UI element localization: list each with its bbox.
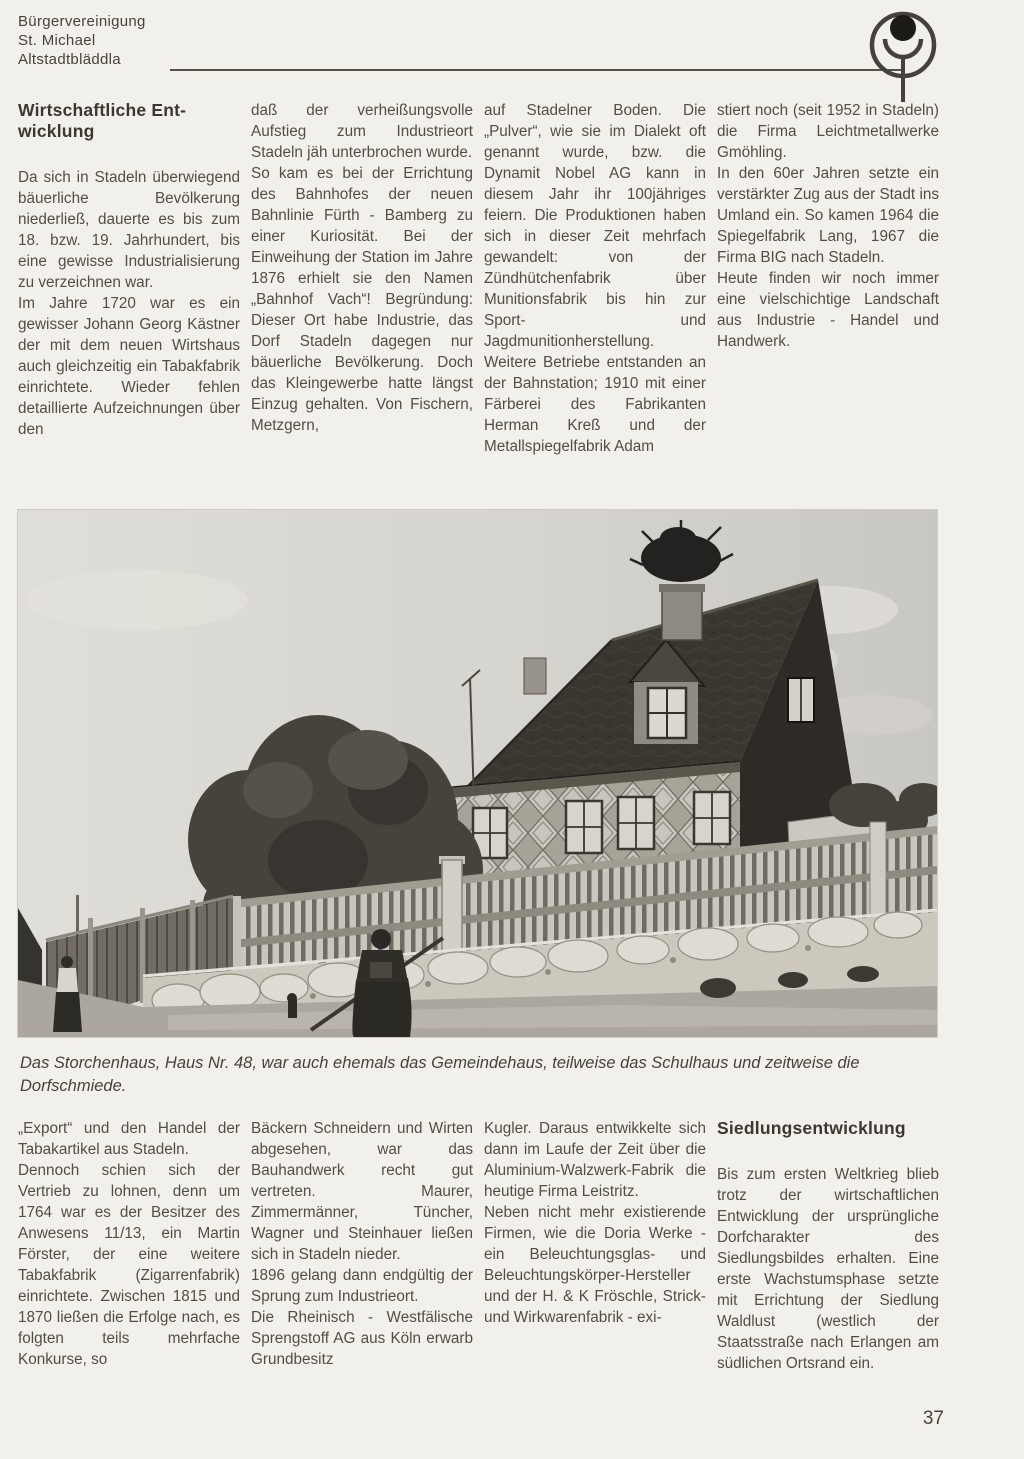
paragraph: Dennoch schien sich der Vertrieb zu lohnen, denn um 1764 war es der Besitzer des Anwesens 11/13, ein Martin Förster, der eine weitere Tabakfabrik (Zigarrenfabrik) einrichtete. Zwischen 1815 und 1870 ließen die Erfolge nach, es folgten teils mehrfache Konkurse, so xyxy=(18,1162,240,1368)
masthead-line: Altstadtbläddla xyxy=(18,51,121,68)
paragraph: Da sich in Stadeln überwiegend bäuerliche Bevölkerung niederließ, dauerte es bis zum 18. bzw. 19. Jahrhundert, bis eine gewisse Industrialisierung zu verzeichnen war. xyxy=(18,169,240,291)
section-heading-siedlungsentwicklung: Siedlungsentwicklung xyxy=(717,1118,906,1138)
paragraph: stiert noch (seit 1952 in Stadeln) die Firma Leichtmetallwerke Gmöhling. xyxy=(717,102,939,161)
masthead-line: Bürgervereinigung xyxy=(18,13,146,30)
bottom-column-4 xyxy=(717,1118,939,1374)
masthead xyxy=(18,12,318,69)
top-column-1-text xyxy=(18,167,240,440)
page-number: 37 xyxy=(922,1408,944,1429)
photo-caption: Das Storchenhaus, Haus Nr. 48, war auch ehemals das Gemeindehaus, teilweise das Schulhaus und zeitweise die Dorfschmiede. xyxy=(20,1054,860,1095)
top-column-2 xyxy=(251,100,473,457)
bottom-column-4-text xyxy=(717,1164,939,1374)
bottom-column-2 xyxy=(251,1118,473,1374)
paragraph: Bis zum ersten Weltkrieg blieb trotz der wirtschaftlichen Entwicklung der ursprüngliche Dorfcharakter des Siedlungsbildes erhalten. Eine erste Wachstumsphase setzte mit Errichtung der Siedlung Waldlust (westlich der Staatsstraße nach Erlangen am südlichen Ortsrand ein. xyxy=(717,1166,939,1372)
top-column-1 xyxy=(18,100,240,457)
section-heading-wirtschaftliche-entwicklung: Wirtschaftliche Entwicklung xyxy=(18,100,186,141)
top-section xyxy=(18,100,944,457)
paragraph: „Export“ und den Handel der Tabakartikel aus Stadeln. xyxy=(18,1120,240,1158)
bottom-section xyxy=(18,1118,944,1374)
bottom-column-1 xyxy=(18,1118,240,1374)
organization-emblem-icon xyxy=(862,4,948,106)
paragraph: Die Rheinisch - Westfälische Sprengstoff AG aus Köln erwarb Grundbesitz xyxy=(251,1309,473,1368)
paragraph: In den 60er Jahren setzte ein verstärkter Zug aus der Stadt ins Umland ein. So kamen 1964 die Spiegelfabrik Lang, 1967 die Firma BIG nach Stadeln. xyxy=(717,165,939,266)
masthead-rule xyxy=(170,69,902,71)
storchenhaus-photo xyxy=(18,510,937,1037)
small-chimney xyxy=(524,658,546,694)
paragraph: auf Stadelner Boden. Die „Pulver“, wie sie im Dialekt oft genannt wurde, bzw. die Dynamit Nobel AG kann in diesem Jahr ihr 100jähriges feiern. Die Produktionen haben sich in dieser Zeit mehrfach gewandelt: von der Zündhütchenfabrik über Munitionsfabrik bis hin zur Sport- und Jagdmunitionherstellung. xyxy=(484,102,706,350)
paragraph: Bäckern Schneidern und Wirten abgesehen, war das Bauhandwerk recht gut vertreten. Maurer, Zimmermänner, Tüncher, Wagner und Steinhauer ließen sich in Stadeln nieder. xyxy=(251,1120,473,1263)
paragraph: Neben nicht mehr existierende Firmen, wie die Doria Werke - ein Beleuchtungsglas- und Beleuchtungskörper-Hersteller und der H. & K Fröschle, Strick- und Wirkwarenfabrik - exi- xyxy=(484,1204,706,1326)
paragraph: 1896 gelang dann endgültig der Sprung zum Industrieort. xyxy=(251,1267,473,1305)
paragraph: Kugler. Daraus entwikkelte sich dann im Laufe der Zeit über die Aluminium-Walzwerk-Fabrik die heutige Firma Leistritz. xyxy=(484,1120,706,1200)
paragraph: Weitere Betriebe entstanden an der Bahnstation; 1910 mit einer Färberei des Fabrikanten Herman Kreß und der Metallspiegelfabrik Adam xyxy=(484,354,706,455)
paragraph: Im Jahre 1720 war es ein gewisser Johann Georg Kästner der mit dem neuen Wirtshaus auch gleichzeitig ein Tabakfabrik einrichtete. Wieder fehlen detaillierte Aufzeichnungen über den xyxy=(18,295,240,438)
top-column-3 xyxy=(484,100,706,457)
paragraph: Heute finden wir noch immer eine vielschichtige Landschaft aus Industrie - Handel und Handwerk. xyxy=(717,270,939,350)
masthead-line: St. Michael xyxy=(18,32,96,49)
bottom-column-3 xyxy=(484,1118,706,1374)
hydrant xyxy=(287,993,297,1018)
paragraph: daß der verheißungsvolle Aufstieg zum Industrieort Stadeln jäh unterbrochen wurde. xyxy=(251,102,473,161)
top-column-4 xyxy=(717,100,939,457)
paragraph: So kam es bei der Errichtung des Bahnhofes der neuen Bahnlinie Fürth - Bamberg zu einer Kuriosität. Bei der Einweihung der Station im Jahre 1876 erhielt sie den Namen „Bahnhof Vach“! Begründung: Dieser Ort habe Industrie, das Dorf Stadeln dagegen nur bäuerliche Bevölkerung. Doch das Kleingewerbe hatte längst Einzug gehalten. Von Fischern, Metzgern, xyxy=(251,165,473,434)
